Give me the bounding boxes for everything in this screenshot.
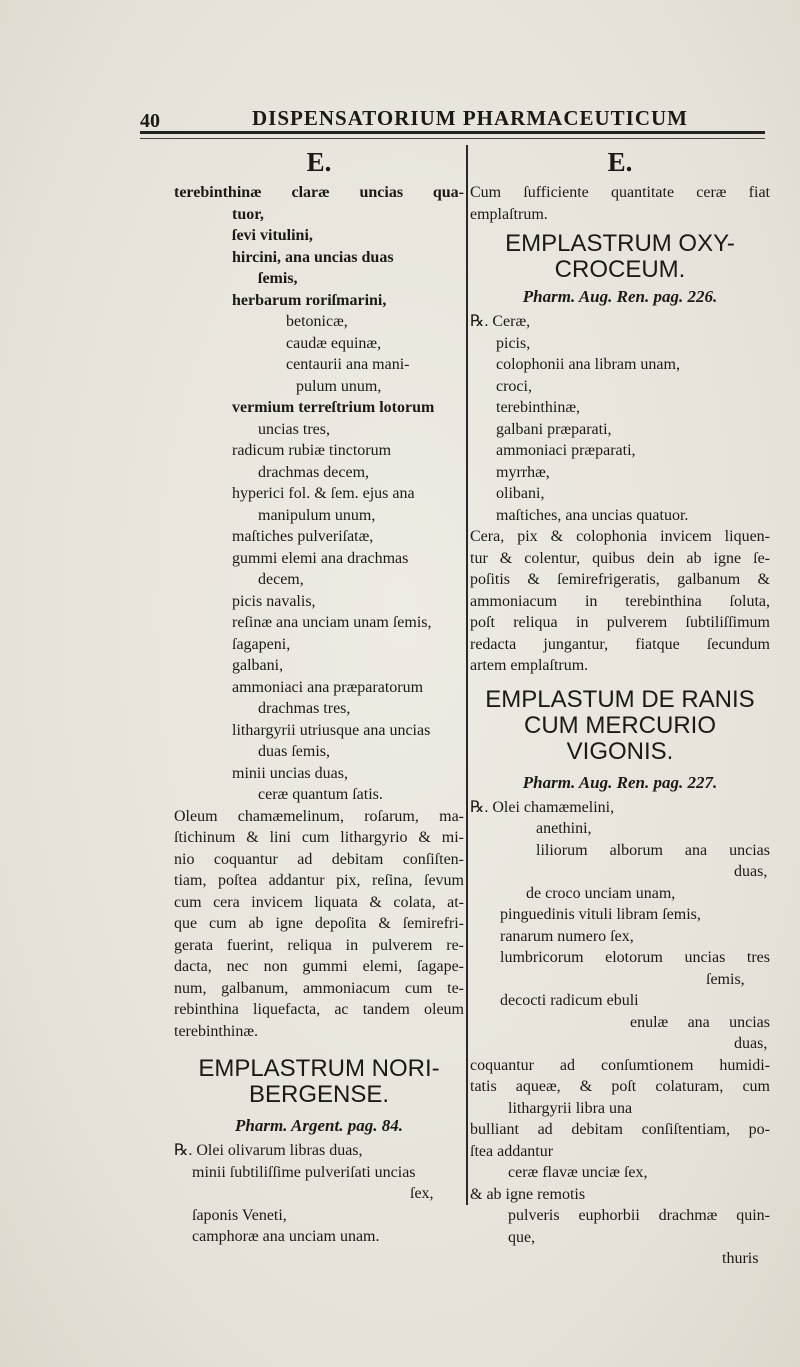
pharmacopoeia-reference: Pharm. Aug. Ren. pag. 226. xyxy=(522,287,718,306)
text-line: ammoniaci præparati, xyxy=(496,442,636,459)
text-line: decocti radicum ebuli xyxy=(500,992,639,1009)
pharmacopoeia-reference: Pharm. Argent. pag. 84. xyxy=(235,1116,403,1135)
text-line: picis navalis, xyxy=(232,592,316,610)
text-line: thuris xyxy=(722,1250,759,1267)
header-rule xyxy=(140,131,765,139)
text-line: Oleum chamæmelinum, roſarum, ma- xyxy=(174,807,464,825)
left-text-block xyxy=(174,182,464,1042)
text-line: ſemis, xyxy=(706,970,745,988)
text-line: hircini, ana uncias duas xyxy=(232,248,394,266)
pharmacopoeia-reference: Pharm. Aug. Ren. pag. 227. xyxy=(522,772,718,792)
running-title: DISPENSATORIUM PHARMACEUTICUM xyxy=(252,106,688,130)
text-line: colophonii ana libram unam, xyxy=(496,356,680,373)
text-line: herbarum roriſmarini, xyxy=(232,291,387,309)
text-line: picis, xyxy=(496,334,531,352)
text-line: ammoniaci ana præparatorum xyxy=(232,678,424,696)
recipe-title xyxy=(470,687,770,765)
text-line: gerata fuerint, reliqua in pulverem re- xyxy=(174,936,464,954)
text-line: duas, xyxy=(734,863,768,880)
text-line: radicum rubiæ tinctorum xyxy=(232,442,392,459)
text-line: croci, xyxy=(496,377,532,395)
text-line: pulveris euphorbii drachmæ quin- xyxy=(508,1207,770,1224)
text-line: vermium terreſtrium lotorum xyxy=(232,399,435,416)
text-line: pinguedinis vituli libram ſemis, xyxy=(500,906,701,923)
text-line: num, galbanum, ammoniacum cum te- xyxy=(174,979,464,997)
text-line: rebinthina liquefacta, ac tandem oleum xyxy=(174,1001,464,1018)
text-line: de croco unciam unam, xyxy=(526,884,676,902)
text-line: que cum ab igne depoſita & ſemirefri- xyxy=(174,915,464,932)
text-line: reſinæ ana unciam unam ſemis, xyxy=(232,614,432,631)
text-line: ſtichinum & lini cum lithargyrio & mi- xyxy=(174,829,464,846)
text-line: drachmas tres, xyxy=(258,700,351,717)
text-line: ammoniacum in terebinthina ſoluta, xyxy=(470,592,770,610)
text-line: maſtiches pulveriſatæ, xyxy=(232,528,374,545)
text-line: ſaponis Veneti, xyxy=(192,1206,287,1224)
text-line: olibani, xyxy=(496,485,545,502)
text-line: ceræ quantum ſatis. xyxy=(258,786,383,803)
text-line: betonicæ, xyxy=(286,313,348,330)
title-line: EMPLASTRUM NORI- xyxy=(198,1055,440,1082)
title-line: EMPLASTRUM OXY- xyxy=(505,230,735,257)
right-column xyxy=(470,146,770,1270)
text-line: maſtiches, ana uncias quatuor. xyxy=(496,506,689,524)
recipe-ingredients xyxy=(174,1140,464,1248)
text-line: ℞. Olei olivarum libras duas, xyxy=(174,1142,363,1159)
text-line: pulum unum, xyxy=(296,377,382,395)
text-line: tur & colentur, quibus dein ab igne ſe- xyxy=(470,549,770,567)
text-line: tiam, poſtea addantur pix, reſina, ſevum xyxy=(174,872,464,889)
text-line: galbani præparati, xyxy=(496,420,612,438)
text-line: galbani, xyxy=(232,657,284,674)
text-line: ℞. Ceræ, xyxy=(470,313,531,330)
title-line: BERGENSE. xyxy=(248,1081,390,1108)
text-line: ℞. Olei chamæmelini, xyxy=(470,798,615,816)
text-line: manipulum unum, xyxy=(258,506,376,524)
text-line: lithargyrii utriusque ana uncias xyxy=(232,721,431,739)
text-line: tuor, xyxy=(232,205,264,223)
text-line: drachmas decem, xyxy=(258,463,370,481)
text-line: caudæ equinæ, xyxy=(286,334,382,352)
text-line: redacta jungantur, fiatque ſecundum xyxy=(470,635,770,653)
recipe-title xyxy=(470,231,770,283)
title-line: EMPLASTUM DE RANIS xyxy=(485,685,755,713)
column-divider xyxy=(466,145,468,1205)
text-line: emplaſtrum. xyxy=(470,205,548,223)
text-line: duas ſemis, xyxy=(258,743,330,760)
right-text-block xyxy=(470,182,770,225)
recipe-ingredients xyxy=(470,311,770,677)
recipe-ingredients xyxy=(470,797,770,1270)
recipe-title xyxy=(174,1056,464,1108)
text-line: terebinthinæ, xyxy=(496,399,580,416)
section-letter: E. xyxy=(607,147,633,177)
text-line: camphoræ ana unciam unam. xyxy=(192,1228,380,1245)
text-line: ſagapeni, xyxy=(232,635,291,653)
text-line: tatis aqueæ, & poſt colaturam, cum xyxy=(470,1078,770,1095)
text-line: uncias tres, xyxy=(258,420,330,438)
text-line: & ab igne remotis xyxy=(470,1185,586,1203)
left-column xyxy=(174,146,464,1248)
text-line: centaurii ana mani- xyxy=(286,356,410,373)
text-line: duas, xyxy=(734,1035,768,1052)
text-line: ceræ flavæ unciæ ſex, xyxy=(508,1164,648,1181)
text-line: lithargyrii libra una xyxy=(508,1099,633,1117)
text-line: que, xyxy=(508,1228,536,1246)
title-line: CUM MERCURIO xyxy=(524,711,716,739)
text-line: coquantur ad conſumtionem humidi- xyxy=(470,1056,770,1074)
title-line: VIGONIS. xyxy=(566,737,674,765)
text-line: ſemis, xyxy=(258,270,298,287)
text-line: cum cera invicem liquata & colata, at- xyxy=(174,893,464,911)
title-line: CROCEUM. xyxy=(554,256,686,283)
page-header xyxy=(140,106,765,130)
page-number: 40 xyxy=(140,110,160,132)
text-line: poſt reliqua in pulverem ſubtiliſſimum xyxy=(470,614,770,631)
text-line: ranarum numero ſex, xyxy=(500,927,634,945)
text-line: lumbricorum elotorum uncias tres xyxy=(500,949,770,966)
section-letter: E. xyxy=(306,147,332,177)
text-line: terebinthinæ. xyxy=(174,1022,258,1040)
text-line: enulæ ana uncias xyxy=(630,1013,770,1031)
text-line: ſex, xyxy=(410,1185,434,1202)
text-line: Cum ſufficiente quantitate ceræ fiat xyxy=(470,184,770,201)
text-line: bulliant ad debitam conſiſtentiam, po- xyxy=(470,1121,770,1138)
text-line: minii uncias duas, xyxy=(232,764,348,782)
text-line: ſtea addantur xyxy=(470,1142,554,1160)
text-line: Cera, pix & colophonia invicem liquen- xyxy=(470,528,770,545)
text-line: gummi elemi ana drachmas xyxy=(232,549,409,567)
text-line: liliorum alborum ana uncias xyxy=(536,841,770,859)
text-line: hyperici fol. & ſem. ejus ana xyxy=(232,485,415,502)
text-line: decem, xyxy=(258,571,304,588)
text-line: anethini, xyxy=(536,820,592,837)
text-line: poſitis & ſemirefrigeratis, galbanum & xyxy=(470,571,770,588)
text-line: terebinthinæ claræ uncias qua- xyxy=(174,184,464,201)
text-line: dacta, nec non gummi elemi, ſagape- xyxy=(174,958,464,975)
text-line: artem emplaſtrum. xyxy=(470,657,589,674)
text-line: minii ſubtiliſſime pulveriſati uncias xyxy=(192,1163,416,1181)
text-line: nio coquantur ad debitam conſiſten- xyxy=(174,850,464,868)
text-line: myrrhæ, xyxy=(496,463,550,481)
text-line: ſevi vitulini, xyxy=(232,227,313,244)
